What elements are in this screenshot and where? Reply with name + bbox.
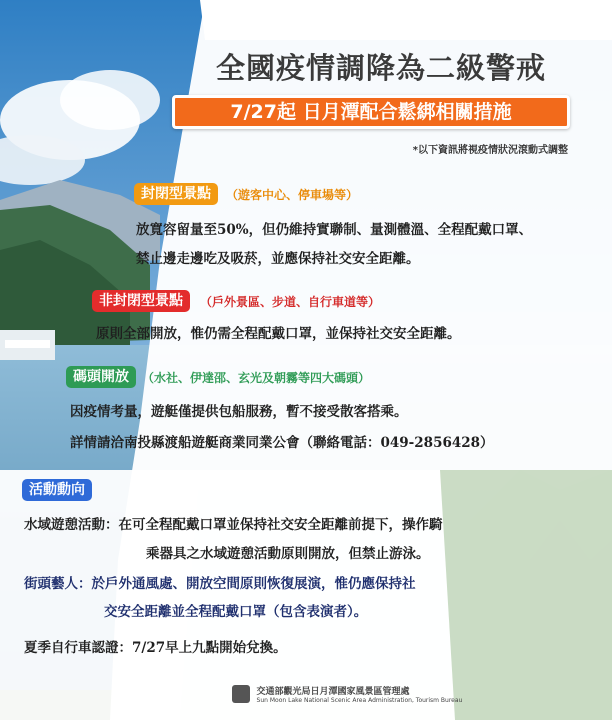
bike-certification: 夏季自行車認證：7/27早上九點開始兌換。 <box>24 640 287 656</box>
pier-line-2: 詳情請洽南投縣渡船遊艇商業同業公會（聯絡電話：049-2856428） <box>70 435 494 451</box>
pier-scope: （水社、伊達邵、玄光及朝霧等四大碼頭） <box>142 371 371 385</box>
open-sites-scope: （戶外景區、步道、自行車道等） <box>200 295 381 309</box>
water-activity-line-1: 水域遊憩活動：在可全程配戴口罩並保持社交安全距離前提下，操作騎 <box>24 517 443 533</box>
tag-activities: 活動動向 <box>22 479 92 501</box>
closed-sites-scope: （遊客中心、停車場等） <box>226 188 359 202</box>
scroll-note: *以下資訊將視疫情狀況滾動式調整 <box>412 145 568 156</box>
water-activity-line-2: 乘器具之水域遊憩活動原則開放，但禁止游泳。 <box>146 546 430 562</box>
page-title: 全國疫情調降為二級警戒 <box>215 51 546 85</box>
footer-org-name: 交通部觀光局日月潭國家風景區管理處 <box>256 687 410 697</box>
tag-closed-sites: 封閉型景點 <box>134 183 218 205</box>
org-logo-icon <box>232 685 250 703</box>
footer-org-english: Sun Moon Lake National Scenic Area Administration, Tourism Bureau <box>256 697 463 704</box>
pier-line-1: 因疫情考量，遊艇僅提供包船服務，暫不接受散客搭乘。 <box>70 404 408 420</box>
closed-sites-line-2: 禁止邊走邊吃及吸菸，並應保持社交安全距離。 <box>136 251 420 267</box>
street-artist-line-2: 交安全距離並全程配戴口罩（包含表演者）。 <box>104 604 368 620</box>
tag-pier-open: 碼頭開放 <box>66 366 136 388</box>
footer-org <box>232 684 462 704</box>
tag-open-sites: 非封閉型景點 <box>92 290 190 312</box>
street-artist-line-1: 街頭藝人：於戶外通風處、開放空間原則恢復展演，惟仍應保持社 <box>24 576 416 592</box>
open-sites-line-1: 原則全部開放，惟仍需全程配戴口罩，並保持社交安全距離。 <box>96 326 461 342</box>
closed-sites-line-1: 放寬容留量至50%，但仍維持實聯制、量測體溫、全程配戴口罩、 <box>136 222 533 238</box>
date-banner: 7/27起 日月潭配合鬆綁相關措施 <box>172 95 570 129</box>
